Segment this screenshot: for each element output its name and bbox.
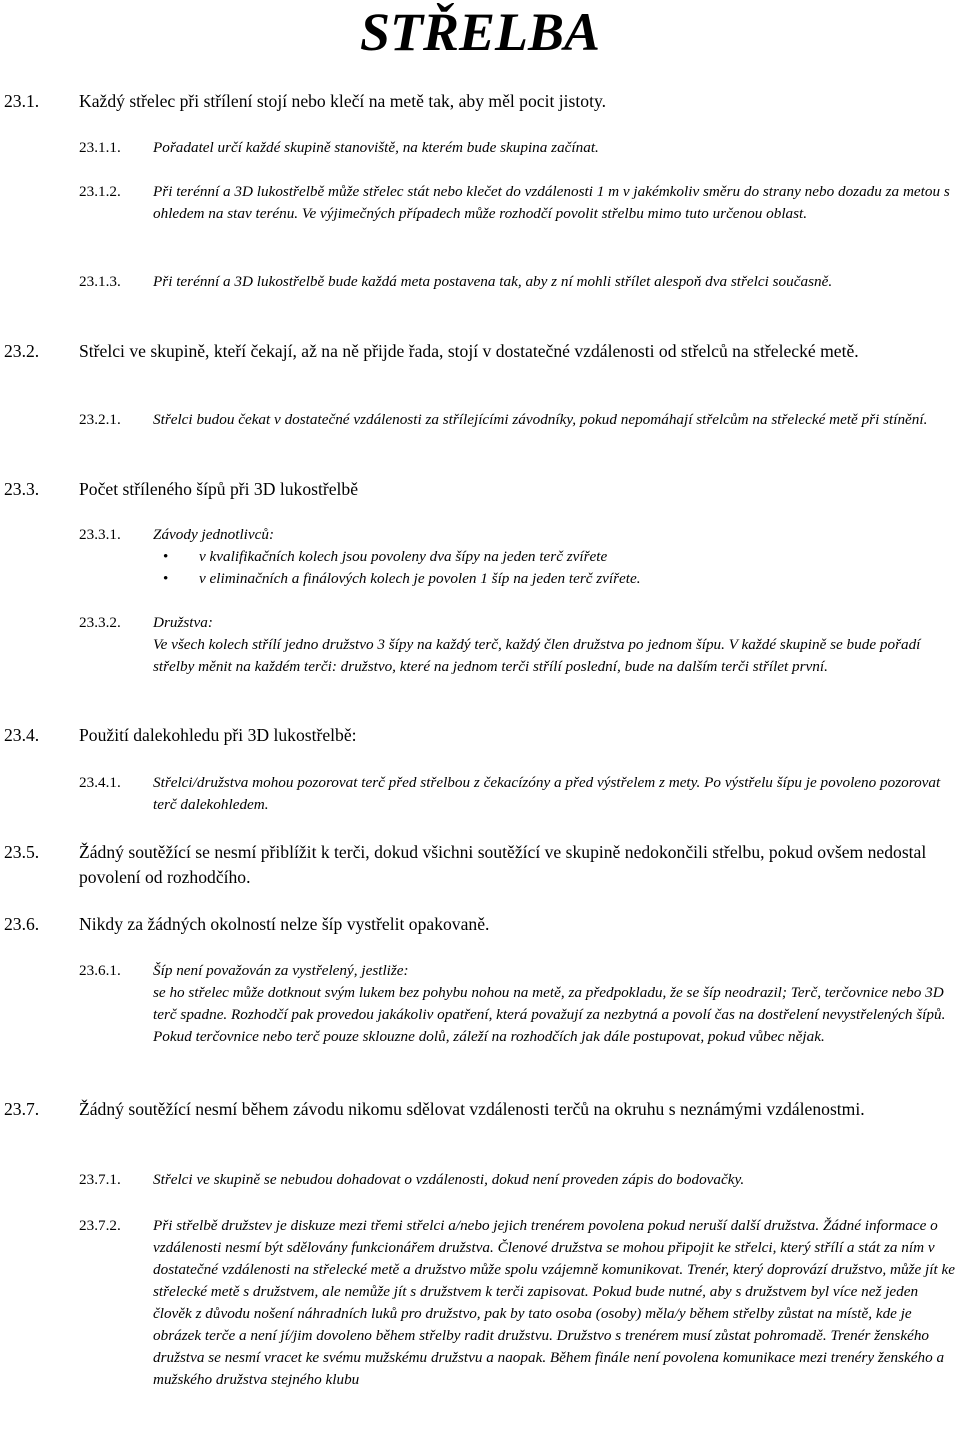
section-label: Družstva: (153, 614, 213, 631)
section-23-4 (4, 723, 956, 748)
section-number: 23.1.2. (79, 183, 121, 200)
section-23-3-2 (79, 612, 960, 678)
section-23-1-3 (79, 271, 960, 293)
section-23-5 (4, 840, 956, 890)
section-label: Šíp není považován za vystřelený, jestliže: (153, 962, 409, 979)
section-text: se ho střelec může dotknout svým lukem bez pohybu nohou na metě, za předpokladu, že se šíp neodrazil; Terč, terčovnice nebo 3D terč spadne. Rozhodčí pak provedou jakákoliv opatření, která považují za nezbytná a povolí čas na dostřelení nevystřelených šípů. Pokud terčovnice nebo terč pouze sklouzne dolů, záleží na rozhodčích jak dále postupovat, pokud vůbec nějak. (153, 984, 946, 1045)
section-text: Pořadatel určí každé skupině stanoviště, na kterém bude skupina začínat. (153, 139, 599, 156)
section-text-part-2: Ve výjimečných případech může rozhodčí povolit střelbu mimo tuto určenou oblast. (301, 205, 808, 222)
section-number: 23.7. (4, 1099, 40, 1119)
section-number: 23.2.1. (79, 411, 121, 428)
section-number: 23.4.1. (79, 774, 121, 791)
section-23-2 (4, 339, 956, 364)
section-text: Počet stříleného šípů při 3D lukostřelbě (79, 479, 359, 499)
section-23-7-2 (79, 1215, 960, 1391)
section-number: 23.3. (4, 479, 40, 499)
section-text: Žádný soutěžící nesmí během závodu nikomu sdělovat vzdálenosti terčů na okruhu s neznámými vzdálenostmi. (79, 1099, 865, 1119)
section-number: 23.6. (4, 914, 40, 934)
section-23-2-1 (79, 409, 960, 431)
section-number: 23.2. (4, 341, 40, 361)
section-text-part-1: Při terénní a 3D lukostřelbě může střelec stát nebo klečet do vzdálenosti 1 m v jakémkoliv směru do strany nebo dozadu za metou s ohledem na stav terénu. (153, 183, 950, 222)
section-23-3 (4, 477, 956, 502)
bullet-item: • v eliminačních a finálových kolech je povolen 1 šíp na jeden terč zvířete. (153, 568, 960, 590)
section-23-1-2 (79, 181, 960, 225)
section-text: Střelci/družstva mohou pozorovat terč před střelbou z čekacízóny a před výstřelem z mety. Po výstřelu šípu je povoleno pozorovat terč dalekohledem. (153, 774, 941, 813)
section-text: Použití dalekohledu při 3D lukostřelbě: (79, 725, 357, 745)
section-number: 23.7.1. (79, 1171, 121, 1188)
section-23-7 (4, 1097, 956, 1122)
section-text: Střelci ve skupině, kteří čekají, až na ně přijde řada, stojí v dostatečné vzdálenosti od střelců na střelecké metě. (79, 341, 859, 361)
section-text: Každý střelec při střílení stojí nebo klečí na metě tak, aby měl pocit jistoty. (79, 91, 607, 111)
section-text: Při terénní a 3D lukostřelbě bude každá meta postavena tak, aby z ní mohli střílet alespoň dva střelci současně. (153, 273, 833, 290)
section-23-6-1 (79, 960, 960, 1048)
section-number: 23.7.2. (79, 1217, 121, 1234)
section-number: 23.4. (4, 725, 40, 745)
section-23-3-1 (79, 524, 960, 590)
section-text: Při střelbě družstev je diskuze mezi třemi střelci a/nebo jejich trenérem povolena pokud neruší další družstva. Žádné informace o vzdálenosti nesmí být sdělovány funkcionářem družstva. Členové družstva se mohou připojit ke střelci, který střílí a stát za ním v dostatečné vzdálenosti na střelecké metě a družstvo může spolu vzájemně komunikovat. Trenér, který doprovází družstvo, může jít ke střelecké metě s družstvem, ale nemůže jít s družstvem k terči zapisovat. Pokud bude nutné, aby s družstvem byl více než jeden člověk z důvodu nošení náhradních luků pro družstvo, pak by tato osoba (osoby) měla/y během střelby zůstat na místě, kde je obrázek terče a není jí/jim dovoleno během střelby radit družstvu. Družstvo s trenérem musí zůstat pohromadě. Trenér ženského družstva se nesmí vracet ke svému mužskému družstvu a naopak. Během finále není povolena komunikace mezi trenéry ženského a mužského družstva stejného klubu (153, 1217, 955, 1388)
section-text: Střelci ve skupině se nebudou dohadovat o vzdálenosti, dokud není proveden zápis do bodovačky. (153, 1171, 745, 1188)
section-23-1-1 (79, 137, 960, 159)
section-number: 23.3.1. (79, 526, 121, 543)
section-text: Ve všech kolech střílí jedno družstvo 3 šípy na každý terč, každý člen družstva po jednom šípu. V každé skupině se bude pořadí střelby měnit na každém terči: družstvo, které na jednom terči střílí poslední, bude na dalším terči střílet první. (153, 636, 921, 675)
section-text: Střelci budou čekat v dostatečné vzdálenosti za střílejícími závodníky, pokud nepomáhají střelcům na střelecké metě při stínění. (153, 411, 928, 428)
section-number: 23.1. (4, 91, 40, 111)
section-text (153, 181, 960, 225)
section-23-1 (4, 89, 956, 114)
section-number: 23.1.1. (79, 139, 121, 156)
section-number: 23.6.1. (79, 962, 121, 979)
section-text: Nikdy za žádných okolností nelze šíp vystřelit opakovaně. (79, 914, 490, 934)
section-text: Žádný soutěžící se nesmí přiblížit k terči, dokud všichni soutěžící ve skupině nedokončili střelbu, pokud ovšem nedostal povolení od rozhodčího. (79, 842, 927, 887)
bullet-item: • v kvalifikačních kolech jsou povoleny dva šípy na jeden terč zvířete (153, 546, 960, 568)
section-number: 23.1.3. (79, 273, 121, 290)
section-23-6 (4, 912, 956, 937)
section-23-7-1 (79, 1169, 960, 1191)
page-title: STŘELBA (359, 2, 601, 62)
section-23-4-1 (79, 772, 960, 816)
section-text: Závody jednotlivců: (153, 526, 275, 543)
section-number: 23.5. (4, 842, 40, 862)
section-number: 23.3.2. (79, 614, 121, 631)
